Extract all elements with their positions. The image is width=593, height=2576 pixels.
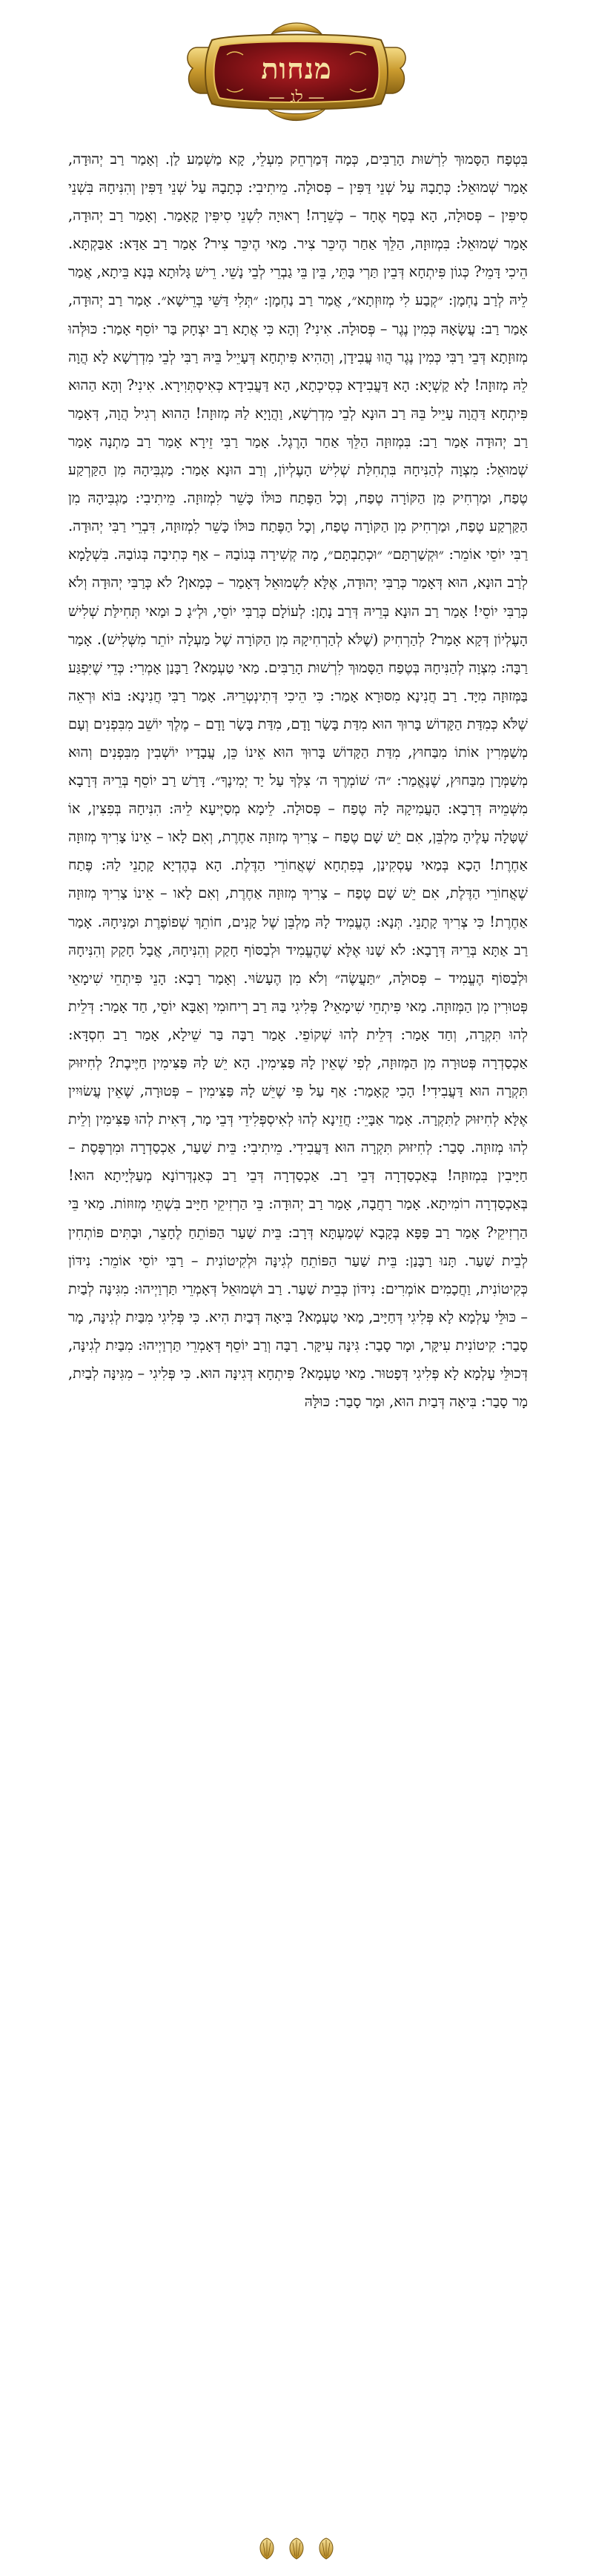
page-number: — לג — xyxy=(268,88,325,107)
main-text-body xyxy=(68,145,528,1416)
text-paragraph: בִּטְפָח הַסָּמוּךְ לִרְשׁוּת הָרַבִּים, כְּמָה דְּמַרְחֵק מִעְלֵי, קָא מַשְׁמַע לַן. וְאָמַר רַב יְהוּדָה, אָמַר שְׁמוּאֵל: כְּתָבָהּ עַל שְׁנֵי דַּפִּין – פְּסוּלָה. מֵיתִיבִי: כְּתָבָהּ עַל שְׁנֵי דַּפִּין וְהִנִּיחָהּ בִּשְׁנֵי סִיפִּין – פְּסוּלָה, הָא בְּסַף אֶחָד – כְּשֵׁרָה! רְאוּיָה לִשְׁנֵי סִיפִּין קָאָמַר. וְאָמַר רַב יְהוּדָה, אָמַר שְׁמוּאֵל: בִּמְזוּזָה, הַלֵּךְ אַחַר הֶיכֵּר צִיר. מַאי הֶיכֵּר צִיר? אָמַר רַב אַדָּא: אַבַּקְתָּא. הֵיכִי דָּמֵי? כְּגוֹן פִּיתְחָא דְּבֵין תַּרְי בָּתֵּי, בֵּין בֵּי גַבְרֵי לְבֵי נָשֵׁי. רֵישׁ גָּלוּתָא בְּנָא בֵּיתָא, אֲמַר לֵיהּ לְרַב נַחְמָן: ״קְבַע לִי מְזוּזְתָא״, אֲמַר רַב נַחְמָן: ״תְּלִי דַּשֵּׁי בְּרֵישָׁא״. אָמַר רַב יְהוּדָה, אָמַר רַב: עֲשָׂאָהּ כְּמִין נֶגֶר – פְּסוּלָה. אִינִי? וְהָא כִּי אֲתָא רַב יִצְחָק בַּר יוֹסֵף אָמַר: כּוּלְּהוּ מְזוּזָתָא דְּבֵי רַבִּי כְּמִין נֶגֶר הֲווּ עֲבִידָן, וְהַהִיא פִּיתְחָא דְּעָיֵיל בֵּיהּ רַבִּי לְבֵי מִדְרְשָׁא לָא הֲוָה לֵהּ מְזוּזָה! לָא קַשְׁיָא: הָא דַּעֲבִידָא כְּסִיכְתָא, הָא דַּעֲבִידָא כְּאִיסְתְּוִירָא. אִינִי? וְהָא הַהוּא פִּיתְחָא דַּהֲוָה עָיֵיל בֵּהּ רַב הוּנָא לְבֵי מִדְרְשָׁא, וַהֲוָיָא לַהּ מְזוּזָה! הַהוּא רְגִיל הֲוָה, דְּאָמַר רַב יְהוּדָה אָמַר רַב: בִּמְזוּזָה הַלֵּךְ אַחַר הָרֶגֶל. אָמַר רַבִּי זֵירָא אָמַר רַב מַתְנָה אָמַר שְׁמוּאֵל: מִצְוָה לְהַנִּיחָהּ בִּתְחִלַּת שְׁלִישׁ הָעֶלְיוֹן, וְרַב הוּנָא אָמַר: מַגְבִּיהָהּ מִן הַקַּרְקַע טֶפַח, וּמַרְחִיק מִן הַקּוֹרָה טֶפַח, וְכָל הַפֶּתַח כּוּלּוֹ כָּשֵׁר לִמְזוּזָה. מֵיתִיבִי: מַגְבִּיהָהּ מִן הַקַּרְקַע טֶפַח, וּמַרְחִיק מִן הַקּוֹרָה טֶפַח, וְכָל הַפֶּתַח כּוּלּוֹ כָּשֵׁר לִמְזוּזָה, דִּבְרֵי רַבִּי יְהוּדָה. רַבִּי יוֹסֵי אוֹמֵר: ״וּקְשַׁרְתָּם״ ״וּכְתַבְתָּם״, מָה קְשִׁירָה בְּגוֹבַהּ – אַף כְּתִיבָה בְּגוֹבַהּ. בִּשְׁלָמָא לְרַב הוּנָא, הוּא דְּאָמַר כְּרַבִּי יְהוּדָה, אֶלָּא לִשְׁמוּאֵל דְּאָמַר – כְּמַאן? לֹא כְּרַבִּי יְהוּדָה וְלֹא כְּרַבִּי יוֹסֵי! אָמַר רַב הוּנָא בְּרֵיהּ דְּרַב נָתָן: לְעוֹלָם כְּרַבִּי יוֹסֵי, וּלְ״גָ כ וּמַאי תְּחִילַּת שְׁלִישׁ הָעֶלְיוֹן דְּקָא אָמַר? לְהַרְחִיק (שֶׁלֹּא לְהַרְחִיקָהּ מִן הַקּוֹרָה שֶׁל מַעְלָה יוֹתֵר מִשְּׁלִישׁ). אָמַר רַבָּה: מִצְוָה לְהַנִּיחָהּ בְּטֶפַח הַסָּמוּךְ לִרְשׁוּת הָרַבִּים. מַאי טַעְמָא? רַבָּנַן אָמְרִי: כְּדֵי שֶׁיִּפְגַּע בַּמְּזוּזָה מִיָּד. רַב חֲנִינָא מִסּוּרָא אָמַר: כִּי הֵיכִי דְּתִינְטְרֵיהּ. אָמַר רַבִּי חֲנִינָא: בּוֹא וּרְאֵה שֶׁלֹּא כְּמִדַּת הַקָּדוֹשׁ בָּרוּךְ הוּא מִדַּת בָּשָׂר וָדָם, מִדַּת בָּשָׂר וָדָם – מֶלֶךְ יוֹשֵׁב מִבִּפְנִים וְעָם מְשַׁמְּרִין אוֹתוֹ מִבַּחוּץ, מִדַּת הַקָּדוֹשׁ בָּרוּךְ הוּא אֵינוֹ כֵּן, עֲבָדָיו יוֹשְׁבִין מִבִּפְנִים וְהוּא מְשַׁמְּרָן מִבַּחוּץ, שֶׁנֶּאֱמַר: ״ה׳ שׁוֹמְרֶךָ ה׳ צִלְּךָ עַל יַד יְמִינֶךָ״. דָּרַשׁ רַב יוֹסֵף בְּרֵיהּ דְּרָבָא מִשְּׁמֵיהּ דְּרָבָא: הָעֲמִיקָהּ לָהּ טֶפַח – פְּסוּלָה. לֵימָא מְסַיְּיעָא לֵיהּ: הִנִּיחָהּ בְּפִצִּין, אוֹ שֶׁטָּלָה עָלֶיהָ מַלְבֵּן, אִם יֵשׁ שָׁם טֶפַח – צָרִיךְ מְזוּזָה אַחֶרֶת, וְאִם לָאו – אֵינוֹ צָרִיךְ מְזוּזָה אַחֶרֶת! הָכָא בְּמַאי עָסְקִינַן, בְּפִתְחָא שֶׁאֲחוֹרֵי הַדֶּלֶת. הָא בְּהֶדְיָא קָתָנֵי לַהּ: פֶּתַח שֶׁאֲחוֹרֵי הַדֶּלֶת, אִם יֵשׁ שָׁם טֶפַח – צָרִיךְ מְזוּזָה אַחֶרֶת, וְאִם לָאו – אֵינוֹ צָרִיךְ מְזוּזָה אַחֶרֶת! כִּי צְרִיךְ קָתָנֵי. תְּנָא: הֶעֱמִיד לָהּ מַלְבֵּן שֶׁל קָנִים, חוֹתֵךְ שְׁפוֹפֶרֶת וּמַנִּיחָהּ. אָמַר רַב אַתָּא בְּרֵיהּ דְּרָבָא: לֹא שָׁנוּ אֶלָּא שֶׁהֶעֱמִיד וּלְבַסּוֹף חָקַק וְהִנִּיחָהּ, אֲבָל חָקַק וְהִנִּיחָהּ וּלְבַסּוֹף הֶעֱמִיד – פְּסוּלָה, ״תַּעֲשֶׂה״ וְלֹא מִן הֶעָשׂוּי. וְאָמַר רָבָא: הָנֵי פִּיתְחֵי שִׁימָאֵי פְּטוּרִין מִן הַמְּזוּזָה. מַאי פִּיתְחֵי שִׁימָאֵי? פְּלִיגִי בַּהּ רַב רְיחוּמִי וְאַבָּא יוֹסֵי, חַד אָמַר: דְּלֵית לְהוּ תִּקְרָה, וְחַד אָמַר: דְּלֵית לְהוּ שְׁקוֹפֵי. אָמַר רַבָּה בַּר שֵׁילָא, אָמַר רַב חִסְדָּא: אַכְסַדְרָה פְּטוּרָה מִן הַמְּזוּזָה, לְפִי שֶׁאֵין לָהּ פַּצִּימִין. הָא יֵשׁ לָהּ פַּצִּימִין חַיֶּיבֶת? לְחִיזּוּק תִּקְרָה הוּא דַּעֲבִידִי! הָכִי קָאָמַר: אַף עַל פִּי שֶׁיֵּשׁ לָהּ פַּצִּימִין – פְּטוּרָה, שֶׁאֵין עֲשׂוּיִין אֶלָּא לְחִיזּוּק לַתִּקְרָה. אָמַר אַבָּיֵי: חֲזֵינָא לְהוּ לְאִיסְפְּלִידֵי דְּבֵי מָר, דְּאִית לְהוּ פַּצִּימִין וְלֵית לְהוּ מְזוּזָה. סָבַר: לְחִיזּוּק תִּקְרָה הוּא דַּעֲבִידִי. מֵיתִיבִי: בֵּית שַׁעַר, אַכְסַדְרָה וּמִרְפֶּסֶת – חַיָּיבִין בִּמְזוּזָה! בְּאַכְסַדְרָה דְּבֵי רַב. אַכְסַדְרָה דְּבֵי רַב כְּאַנְדְּרוֹנָא מְעַלְּיָיתָא הוּא! בְּאַכְסַדְרָה רוֹמִיתָא. אָמַר רַחֲבָה, אָמַר רַב יְהוּדָה: בֵּי הַרְזִיקֵי חַיָּיב בִּשְׁתֵּי מְזוּזוֹת. מַאי בֵּי הַרְזִיקֵי? אָמַר רַב פַּפָּא בְּקָבָא שְׁמַעְתָּא דְּרָב: בֵּית שַׁעַר הַפּוֹתֵחַ לֶחָצֵר, וּבָתִּים פּוֹתְחִין לְבֵית שַׁעַר. תָּנוּ רַבָּנַן: בֵּית שַׁעַר הַפּוֹתֵחַ לְגִינָּה וּלְקִיטוֹנִית – רַבִּי יוֹסֵי אוֹמֵר: נִידּוֹן כְּקִיטוֹנִית, וַחֲכָמִים אוֹמְרִים: נִידּוֹן כְּבֵית שַׁעַר. רַב וּשְׁמוּאֵל דְּאָמְרֵי תַּרְוַיְיהוּ: מִגִּינָּה לְבַיִת – כּוּלֵּי עָלְמָא לָא פְּלִיגִי דְּחַיָּיב, מַאי טַעְמָא? בִּיאָה דְּבַיִת הִיא. כִּי פְּלִיגִי מִבַּיִת לְגִינָּה, מָר סָבַר: קִיטוֹנִית עִיקָּר, וּמָר סָבַר: גִּינָּה עִיקָּר. רַבָּה וְרַב יוֹסֵף דְּאָמְרֵי תַּרְוַיְיהוּ: מִבַּיִת לְגִינָּה, דְּכוּלֵּי עָלְמָא לָא פְּלִיגִי דְּפָטוּר. מַאי טַעְמָא? פִּיתְחָא דְּגִינָּה הוּא. כִּי פְּלִיגִי – מִגִּינָּה לְבַיִת, מָר סָבַר: בִּיאָה דְּבַיִת הוּא, וּמָר סָבַר: כּוּלָּהּ xyxy=(68,150,529,1411)
title-banner xyxy=(182,13,411,132)
page-header xyxy=(0,0,593,148)
tractate-title: מנחות xyxy=(261,52,332,85)
triple-shell-ornament-icon xyxy=(252,2534,341,2563)
footer-ornament xyxy=(0,2534,593,2563)
